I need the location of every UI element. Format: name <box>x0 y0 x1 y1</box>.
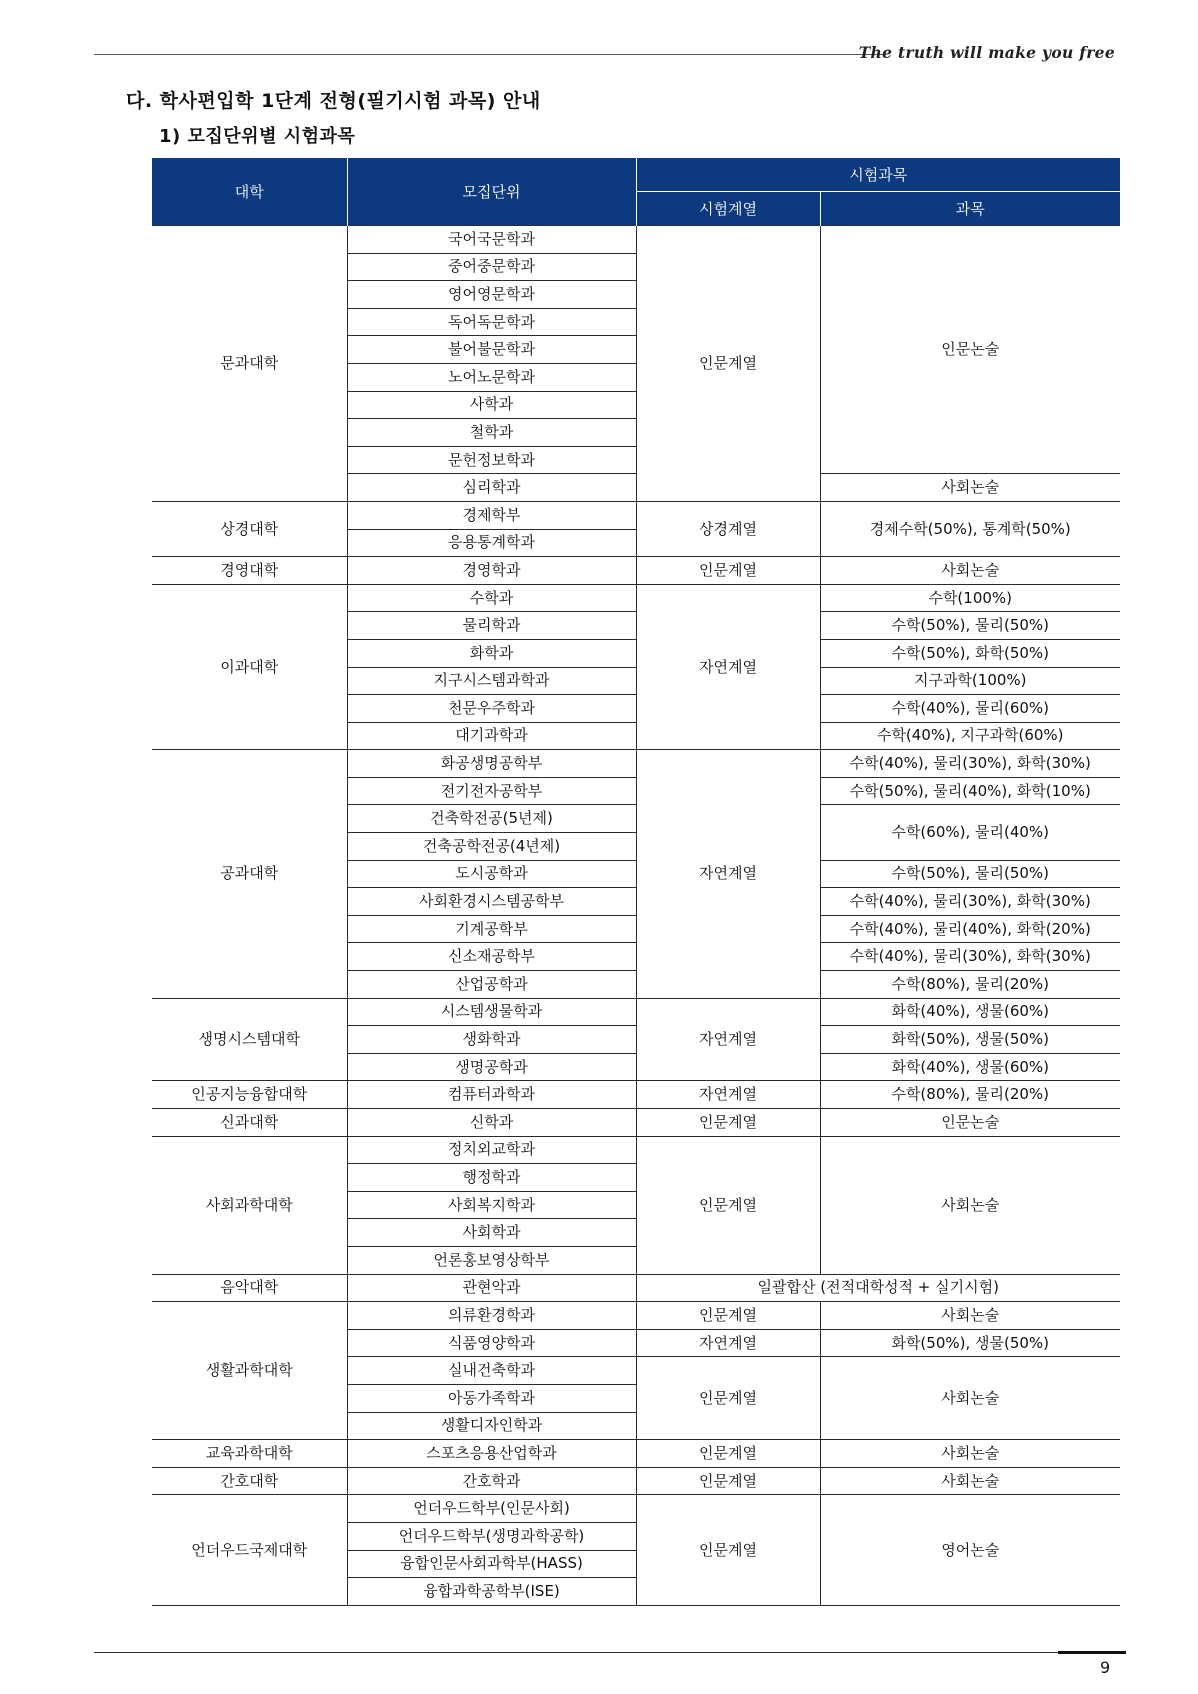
unit-cell: 행정학과 <box>347 1164 636 1192</box>
unit-cell: 문헌정보학과 <box>347 446 636 474</box>
table-row <box>152 557 1120 585</box>
subject-cell: 사회논술 <box>820 1302 1120 1330</box>
table-row <box>152 1274 1120 1302</box>
unit-cell: 간호학과 <box>347 1467 636 1495</box>
header-subject: 과목 <box>820 192 1120 226</box>
subject-cell: 수학(40%), 지구과학(60%) <box>820 722 1120 750</box>
track-cell: 인문계열 <box>636 1440 820 1468</box>
track-cell: 자연계열 <box>636 1081 820 1109</box>
unit-cell: 생활디자인학과 <box>347 1412 636 1440</box>
table-row <box>152 750 1120 778</box>
unit-cell: 융합과학공학부(ISE) <box>347 1578 636 1606</box>
subject-cell: 수학(50%), 물리(50%) <box>820 612 1120 640</box>
subject-cell: 사회논술 <box>820 557 1120 585</box>
subject-cell: 수학(60%), 물리(40%) <box>820 805 1120 860</box>
college-cell: 인공지능융합대학 <box>152 1081 347 1109</box>
subject-cell: 인문논술 <box>820 1109 1120 1137</box>
subject-cell: 화학(50%), 생물(50%) <box>820 1329 1120 1357</box>
header-unit: 모집단위 <box>347 158 636 226</box>
subject-cell: 사회논술 <box>820 1440 1120 1468</box>
unit-cell: 응용통계학과 <box>347 529 636 557</box>
unit-cell: 지구시스템과학과 <box>347 667 636 695</box>
table-row <box>152 1440 1120 1468</box>
track-cell: 인문계열 <box>636 557 820 585</box>
unit-cell: 기계공학부 <box>347 915 636 943</box>
subject-cell: 경제수학(50%), 통계학(50%) <box>820 501 1120 556</box>
header-college: 대학 <box>152 158 347 226</box>
subject-cell: 사회논술 <box>820 1357 1120 1440</box>
college-cell: 교육과학대학 <box>152 1440 347 1468</box>
subject-cell: 수학(50%), 화학(50%) <box>820 639 1120 667</box>
unit-cell: 생화학과 <box>347 1026 636 1054</box>
subject-cell: 사회논술 <box>820 474 1120 502</box>
unit-cell: 사회복지학과 <box>347 1191 636 1219</box>
header-rule <box>94 54 884 55</box>
subject-cell: 화학(40%), 생물(60%) <box>820 998 1120 1026</box>
header-motto: The truth will make you free <box>858 43 1115 62</box>
unit-cell: 실내건축학과 <box>347 1357 636 1385</box>
unit-cell: 신소재공학부 <box>347 943 636 971</box>
unit-cell: 건축학전공(5년제) <box>347 805 636 833</box>
track-cell: 인문계열 <box>636 1357 820 1440</box>
unit-cell: 불어불문학과 <box>347 336 636 364</box>
college-cell: 상경대학 <box>152 501 347 556</box>
subject-cell: 수학(100%) <box>820 584 1120 612</box>
track-cell: 인문계열 <box>636 1495 820 1605</box>
header-track: 시험계열 <box>636 192 820 226</box>
unit-cell: 노어노문학과 <box>347 363 636 391</box>
track-cell: 상경계열 <box>636 501 820 556</box>
unit-cell: 수학과 <box>347 584 636 612</box>
table-row <box>152 1081 1120 1109</box>
track-cell: 인문계열 <box>636 226 820 502</box>
subject-cell: 사회논술 <box>820 1136 1120 1274</box>
exam-subjects-table <box>152 158 1120 1606</box>
subject-cell: 수학(80%), 물리(20%) <box>820 1081 1120 1109</box>
unit-cell: 경제학부 <box>347 501 636 529</box>
header-exam-subjects: 시험과목 <box>636 158 1120 192</box>
subject-cell: 사회논술 <box>820 1467 1120 1495</box>
unit-cell: 생명공학과 <box>347 1053 636 1081</box>
unit-cell: 심리학과 <box>347 474 636 502</box>
college-cell: 생명시스템대학 <box>152 998 347 1081</box>
page-number-marker <box>1058 1651 1126 1654</box>
unit-cell: 의류환경학과 <box>347 1302 636 1330</box>
subsection-title: 1) 모집단위별 시험과목 <box>159 126 356 147</box>
subject-cell: 영어논술 <box>820 1495 1120 1605</box>
subject-cell: 수학(50%), 물리(50%) <box>820 860 1120 888</box>
unit-cell: 철학과 <box>347 419 636 447</box>
table-row <box>152 226 1120 254</box>
college-cell: 공과대학 <box>152 750 347 998</box>
table-row <box>152 1302 1120 1330</box>
unit-cell: 중어중문학과 <box>347 253 636 281</box>
table-row <box>152 1467 1120 1495</box>
unit-cell: 언더우드학부(인문사회) <box>347 1495 636 1523</box>
unit-cell: 전기전자공학부 <box>347 777 636 805</box>
subject-cell: 수학(40%), 물리(40%), 화학(20%) <box>820 915 1120 943</box>
track-cell: 인문계열 <box>636 1109 820 1137</box>
unit-cell: 관현악과 <box>347 1274 636 1302</box>
subject-cell: 일괄합산 (전적대학성적 + 실기시험) <box>636 1274 1120 1302</box>
unit-cell: 건축공학전공(4년제) <box>347 833 636 861</box>
unit-cell: 영어영문학과 <box>347 281 636 309</box>
track-cell: 자연계열 <box>636 584 820 750</box>
subject-cell: 수학(40%), 물리(30%), 화학(30%) <box>820 943 1120 971</box>
college-cell: 경영대학 <box>152 557 347 585</box>
subject-cell: 화학(50%), 생물(50%) <box>820 1026 1120 1054</box>
unit-cell: 산업공학과 <box>347 971 636 999</box>
college-cell: 생활과학대학 <box>152 1302 347 1440</box>
unit-cell: 독어독문학과 <box>347 308 636 336</box>
unit-cell: 언론홍보영상학부 <box>347 1246 636 1274</box>
subject-cell: 수학(50%), 물리(40%), 화학(10%) <box>820 777 1120 805</box>
section-title: 다. 학사편입학 1단계 전형(필기시험 과목) 안내 <box>126 90 541 112</box>
subject-cell: 수학(40%), 물리(30%), 화학(30%) <box>820 750 1120 778</box>
page-number: 9 <box>1100 1658 1111 1677</box>
unit-cell: 사회학과 <box>347 1219 636 1247</box>
track-cell: 자연계열 <box>636 750 820 998</box>
unit-cell: 경영학과 <box>347 557 636 585</box>
unit-cell: 스포츠응용산업학과 <box>347 1440 636 1468</box>
unit-cell: 물리학과 <box>347 612 636 640</box>
subject-cell: 수학(40%), 물리(60%) <box>820 695 1120 723</box>
table-row <box>152 501 1120 529</box>
table-row <box>152 584 1120 612</box>
subject-cell: 수학(40%), 물리(30%), 화학(30%) <box>820 888 1120 916</box>
unit-cell: 신학과 <box>347 1109 636 1137</box>
subject-cell: 지구과학(100%) <box>820 667 1120 695</box>
unit-cell: 사학과 <box>347 391 636 419</box>
college-cell: 이과대학 <box>152 584 347 750</box>
unit-cell: 융합인문사회과학부(HASS) <box>347 1550 636 1578</box>
footer-rule <box>94 1652 1126 1653</box>
track-cell: 자연계열 <box>636 998 820 1081</box>
track-cell: 인문계열 <box>636 1467 820 1495</box>
subject-cell: 화학(40%), 생물(60%) <box>820 1053 1120 1081</box>
unit-cell: 사회환경시스템공학부 <box>347 888 636 916</box>
unit-cell: 아동가족학과 <box>347 1384 636 1412</box>
unit-cell: 국어국문학과 <box>347 226 636 254</box>
subject-cell: 인문논술 <box>820 226 1120 474</box>
unit-cell: 정치외교학과 <box>347 1136 636 1164</box>
subject-cell: 수학(80%), 물리(20%) <box>820 971 1120 999</box>
table-row <box>152 1495 1120 1523</box>
college-cell: 음악대학 <box>152 1274 347 1302</box>
unit-cell: 시스템생물학과 <box>347 998 636 1026</box>
track-cell: 인문계열 <box>636 1136 820 1274</box>
unit-cell: 도시공학과 <box>347 860 636 888</box>
unit-cell: 화학과 <box>347 639 636 667</box>
table-row <box>152 1109 1120 1137</box>
table-row <box>152 1136 1120 1164</box>
track-cell: 자연계열 <box>636 1329 820 1357</box>
unit-cell: 대기과학과 <box>347 722 636 750</box>
college-cell: 신과대학 <box>152 1109 347 1137</box>
unit-cell: 천문우주학과 <box>347 695 636 723</box>
unit-cell: 언더우드학부(생명과학공학) <box>347 1522 636 1550</box>
table-row <box>152 998 1120 1026</box>
college-cell: 사회과학대학 <box>152 1136 347 1274</box>
track-cell: 인문계열 <box>636 1302 820 1330</box>
college-cell: 언더우드국제대학 <box>152 1495 347 1605</box>
college-cell: 간호대학 <box>152 1467 347 1495</box>
unit-cell: 화공생명공학부 <box>347 750 636 778</box>
college-cell: 문과대학 <box>152 226 347 502</box>
unit-cell: 컴퓨터과학과 <box>347 1081 636 1109</box>
unit-cell: 식품영양학과 <box>347 1329 636 1357</box>
